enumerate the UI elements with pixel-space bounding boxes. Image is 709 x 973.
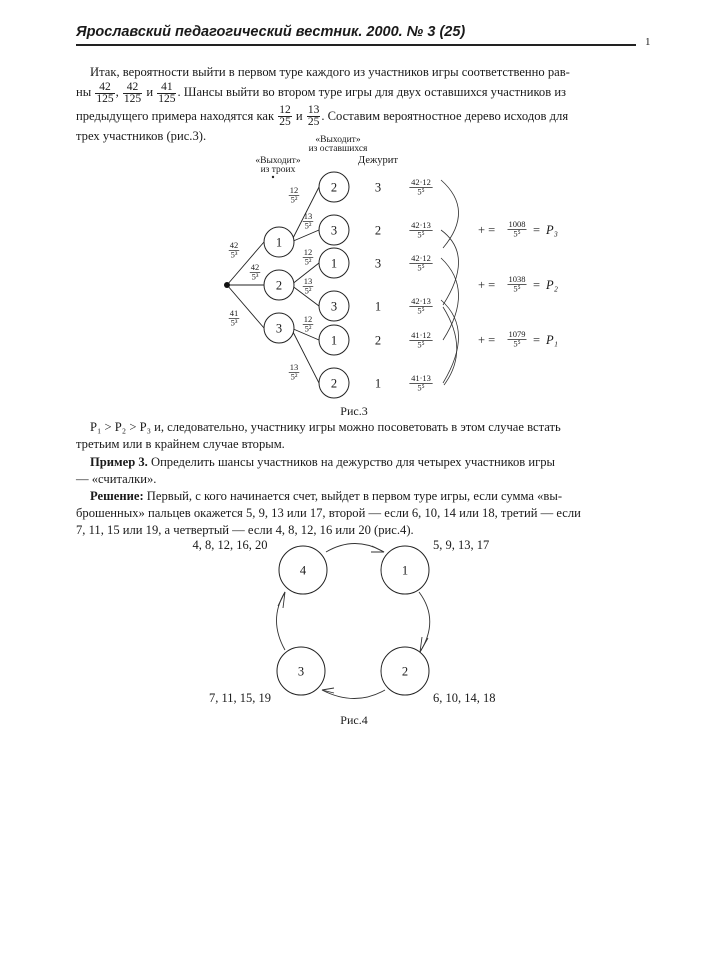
- level1-prob-3-numerator: 41: [229, 308, 239, 318]
- example-3-text: Определить шансы участников на дежурство для четырех участников игры: [147, 455, 556, 469]
- product-4-numerator: 42·13: [411, 296, 431, 306]
- fig4-set-3: 6, 10, 14, 18: [433, 691, 496, 705]
- product-2-denominator: 5⁵: [417, 229, 425, 240]
- corner-mark: 1: [645, 36, 651, 48]
- header-out-remaining-1: «Выходит»: [315, 135, 361, 145]
- figure-4-counting-circle: [0, 530, 709, 730]
- sum-fraction-denominator: 5⁵: [513, 338, 521, 349]
- level1-node-3: [264, 313, 294, 343]
- sum-fraction-numerator: 1079: [508, 329, 526, 339]
- product-1-numerator: 42·12: [411, 177, 431, 187]
- figure-3-caption: Рис.3: [340, 404, 368, 418]
- level2-node-label: 2: [330, 180, 338, 195]
- journal-header: Ярославский педагогический вестник. 2000. № 3 (25): [76, 24, 466, 40]
- level2-prob-3-numerator: 12: [303, 247, 313, 257]
- header-duty: Дежурит: [358, 155, 398, 166]
- level2-node-label: 1: [330, 256, 338, 271]
- arc-2-to-3: [322, 690, 385, 699]
- fig4-node-label: 2: [401, 664, 409, 679]
- sum-result: P₁: [546, 333, 558, 347]
- sum-prefix: + =: [478, 278, 496, 292]
- sum-fraction-numerator: 1008: [508, 219, 526, 229]
- duty-3: 3: [374, 256, 382, 271]
- level2-prob-4-denominator: 5²: [304, 285, 312, 296]
- level2-node-2: [319, 215, 349, 245]
- intro-line-2: ны $\frac{42}{125}$ , $\frac{42}{125}$ и $\frac{41}{125}$ . Шансы выйти во втором туре игры для двух оставшихся участников из: [76, 80, 567, 105]
- example-3-line-2: — «считалки».: [76, 472, 157, 486]
- level1-node-label: 2: [275, 278, 283, 293]
- level2-prob-1: [289, 185, 300, 205]
- level2-prob-6: [289, 362, 300, 382]
- sum-fraction-numerator: 1038: [508, 274, 526, 284]
- fraction-42-125-a: $\frac{42}{125}$: [96, 80, 114, 105]
- sum-equals: =: [533, 223, 541, 237]
- level1-node-2: [264, 270, 294, 300]
- level2-node-4: [319, 291, 349, 321]
- intro-line-4: трех участников (рис.3).: [76, 129, 207, 144]
- root-node: [224, 282, 230, 288]
- product-6: [409, 373, 432, 393]
- fig4-node-label: 4: [299, 563, 307, 578]
- level2-prob-5: [303, 314, 314, 334]
- fig4-node-1: [381, 546, 429, 594]
- sum-result: P₃: [546, 223, 558, 237]
- product-5: [409, 330, 432, 350]
- solution-line-3: 7, 11, 15 или 19, а четвертый — если 4, 8, 12, 16 или 20 (рис.4).: [76, 523, 414, 537]
- intro-line-3: [76, 105, 634, 129]
- conclusion-line-2: третьим или в крайнем случае вторым.: [76, 437, 285, 451]
- level2-prob-4-numerator: 13: [303, 276, 313, 286]
- fig4-node-4: [279, 546, 327, 594]
- arrow-4-to-1: [371, 546, 384, 552]
- sum-fraction: [508, 274, 527, 294]
- level2-node-6: [319, 368, 349, 398]
- product-3: [409, 253, 432, 273]
- level2-prob-6-denominator: 5²: [290, 371, 298, 382]
- solution-line-1: [76, 488, 634, 505]
- sum-equals: =: [533, 278, 541, 292]
- level1-prob-1-denominator: 5³: [230, 249, 238, 260]
- level2-prob-1-numerator: 12: [289, 185, 299, 195]
- sum-fraction: [508, 219, 527, 239]
- intro-text-4: . Составим вероятностное дерево исходов для: [321, 108, 569, 123]
- product-2: [409, 220, 432, 240]
- example-3-line-1: [76, 454, 634, 471]
- example-3: [76, 454, 634, 488]
- fig4-nodes: [277, 546, 429, 695]
- header-out-remaining-2: из оставшихся: [308, 144, 368, 154]
- sum-fraction-denominator: 5⁵: [513, 283, 521, 294]
- header-out-three-2: из троих: [260, 165, 296, 175]
- level2-prob-3-denominator: 5²: [304, 256, 312, 267]
- sum-fraction: [508, 329, 527, 349]
- duty-1: 3: [374, 180, 382, 195]
- fig4-set-2: 5, 9, 13, 17: [433, 538, 490, 552]
- conclusion-line-1: P₁ > P₂ > P₃ и, следовательно, участнику игры можно посоветовать в этом случае встать: [90, 420, 561, 434]
- product-3-denominator: 5⁵: [417, 262, 425, 273]
- product-2-numerator: 42·13: [411, 220, 431, 230]
- fraction-42-125-b: $\frac{42}{125}$: [123, 80, 142, 105]
- level1-prob-2-denominator: 5³: [251, 271, 259, 282]
- word-ny: ны: [76, 85, 92, 99]
- level2-prob-2: [303, 211, 314, 231]
- level2-node-label: 2: [330, 376, 338, 391]
- product-6-numerator: 41·13: [411, 373, 431, 383]
- arrow-1-to-2: [420, 637, 428, 652]
- paragraph-conclusion: [76, 419, 634, 453]
- level1-node-label: 1: [275, 235, 283, 250]
- example-3-label: Пример 3.: [90, 455, 148, 469]
- level2-prob-4: [303, 276, 314, 296]
- product-4-denominator: 5⁵: [417, 305, 425, 316]
- fraction-41-125: $\frac{41}{125}$: [158, 80, 176, 105]
- level1-prob-2-numerator: 42: [250, 262, 260, 272]
- level1-node-1: [264, 227, 294, 257]
- edge-l1-1-l2-2: [291, 230, 319, 242]
- level2-prob-2-denominator: 5²: [304, 220, 312, 231]
- word-and-2: и: [295, 108, 303, 123]
- fig4-set-4: 7, 11, 15, 19: [208, 691, 272, 705]
- level1-prob-1-numerator: 42: [229, 240, 239, 250]
- level2-prob-2-numerator: 13: [303, 211, 313, 221]
- fig4-node-label: 1: [401, 563, 409, 578]
- product-1: [409, 177, 432, 197]
- intro-line-1: Итак, вероятности выйти в первом туре каждого из участников игры соответственно рав-: [90, 65, 570, 79]
- figure-4-caption: Рис.4: [340, 713, 368, 727]
- level2-node-label: 1: [330, 333, 338, 348]
- level1-prob-2: [250, 262, 261, 282]
- level2-prob-5-denominator: 5²: [304, 323, 312, 334]
- product-1-denominator: 5⁵: [417, 186, 425, 197]
- level2-node-label: 3: [330, 299, 338, 314]
- fig4-node-label: 3: [297, 664, 305, 679]
- sum-prefix: + =: [478, 223, 496, 237]
- product-6-denominator: 5⁵: [417, 382, 425, 393]
- product-5-denominator: 5⁵: [417, 339, 425, 350]
- intro-text-2: . Шансы выйти во втором туре игры для двух оставшихся участников из: [177, 85, 567, 99]
- level2-node-label: 3: [330, 223, 338, 238]
- solution-label: Решение:: [90, 489, 144, 503]
- sum-2: [478, 274, 559, 294]
- fig4-node-2: [381, 647, 429, 695]
- solution-text-1: Первый, с кого начинается счет, выйдет в первом туре игры, если сумма «вы-: [143, 489, 563, 503]
- fig4-set-1: 4, 8, 12, 16, 20: [192, 538, 268, 552]
- sum-prefix: + =: [478, 333, 496, 347]
- sum-result: P₂: [546, 278, 558, 292]
- duty-6: 1: [374, 376, 382, 391]
- figure-3-probability-tree: [0, 130, 709, 420]
- level2-prob-1-denominator: 5²: [290, 194, 298, 205]
- product-5-numerator: 41·12: [411, 330, 431, 340]
- fraction-12-25: $\frac{12}{25}$: [279, 104, 291, 129]
- level2-node-3: [319, 248, 349, 278]
- product-3-numerator: 42·12: [411, 253, 431, 263]
- bracket-p2-a: [441, 258, 459, 340]
- sum-1: [478, 219, 558, 239]
- level2-prob-5-numerator: 12: [303, 314, 313, 324]
- arc-1-to-2: [419, 592, 430, 652]
- arrow-2-to-3: [322, 688, 334, 693]
- level1-prob-3: [229, 308, 240, 328]
- level1-node-label: 3: [275, 321, 283, 336]
- header-rule: [76, 44, 636, 46]
- intro-text-3: предыдущего примера находятся как: [76, 108, 275, 123]
- level1-prob-1: [229, 240, 240, 260]
- duty-4: 1: [374, 299, 382, 314]
- level2-prob-3: [303, 247, 314, 267]
- product-4: [409, 296, 432, 316]
- solution-line-2: брошенных» пальцев окажется 5, 9, 13 или 17, второй — если 6, 10, 14 или 18, третий — если: [76, 506, 581, 520]
- level2-node-1: [319, 172, 349, 202]
- fig4-sets: [193, 538, 496, 705]
- fig4-node-3: [277, 647, 325, 695]
- word-and: и: [146, 85, 154, 99]
- duty-5: 2: [374, 333, 382, 348]
- sum-3: [478, 329, 558, 349]
- duty-2: 2: [374, 223, 382, 238]
- header-out-three-1: «Выходит»: [255, 156, 301, 166]
- level2-node-5: [319, 325, 349, 355]
- level1-prob-3-denominator: 5³: [230, 317, 238, 328]
- sum-equals: =: [533, 333, 541, 347]
- sum-fraction-denominator: 5⁵: [513, 228, 521, 239]
- fraction-13-25: $\frac{13}{25}$: [307, 104, 320, 129]
- header-dot: [272, 176, 274, 178]
- level2-prob-6-numerator: 13: [289, 362, 299, 372]
